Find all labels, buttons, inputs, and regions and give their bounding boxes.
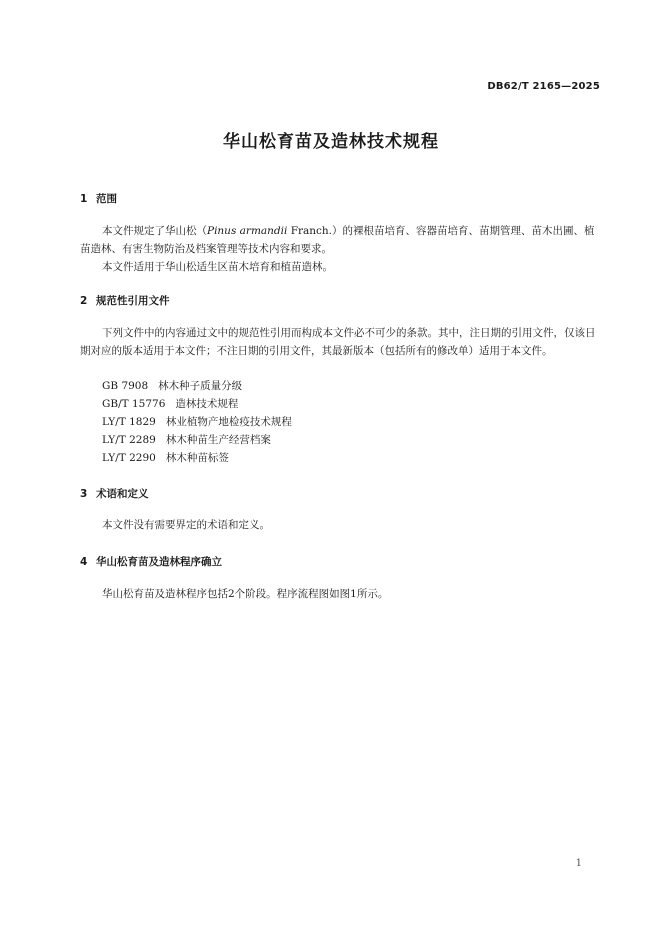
- document-title: 华山松育苗及造林技术规程: [223, 132, 439, 152]
- scope-paragraph-1: [80, 222, 602, 258]
- section-heading-normative-references: [80, 293, 170, 308]
- text-run: 本文件规定了华山松（: [102, 225, 207, 237]
- section-number: 4: [80, 556, 88, 568]
- page-number: 1: [575, 858, 582, 869]
- text-run: Franch.）的裸根苗培育、容器苗培育、苗期管理、苗木出圃、植苗造林、有害生物防治及档案管理等技术内容和要求。: [80, 225, 595, 255]
- reference-title: 林木种苗标签: [165, 452, 229, 464]
- reference-code: LY/T 2289: [102, 434, 156, 446]
- reference-item: [102, 378, 242, 393]
- section-title: 术语和定义: [96, 488, 149, 500]
- reference-title: 林业植物产地检疫技术规程: [165, 416, 292, 428]
- scope-paragraph-2: 本文件适用于华山松适生区苗木培育和植苗造林。: [102, 261, 333, 273]
- reference-title: 林木种子质量分级: [158, 380, 243, 392]
- reference-item: [102, 414, 292, 429]
- reference-code: GB/T 15776: [102, 398, 166, 410]
- section-title: 规范性引用文件: [96, 295, 170, 307]
- section-heading-terms-definitions: [80, 486, 149, 501]
- reference-code: LY/T 2290: [102, 452, 156, 464]
- section-number: 2: [80, 295, 88, 307]
- section-heading-scope: [80, 191, 117, 206]
- section-number: 3: [80, 488, 88, 500]
- reference-title: 林木种苗生产经营档案: [165, 434, 271, 446]
- references-intro-paragraph: 下列文件中的内容通过文中的规范性引用而构成本文件必不可少的条款。其中，注日期的引用文件，仅该日期对应的版本适用于本文件；不注日期的引用文件，其最新版本（包括所有的修改单）适用于本文件。: [80, 327, 596, 357]
- section-title: 华山松育苗及造林程序确立: [96, 556, 222, 568]
- section-title: 范围: [96, 193, 117, 205]
- document-code: DB62/T 2165—2025: [487, 81, 600, 92]
- terms-paragraph: 本文件没有需要界定的术语和定义。: [102, 519, 270, 531]
- section-heading-procedure: [80, 554, 222, 569]
- reference-item: [102, 396, 238, 411]
- procedure-paragraph: 华山松育苗及造林程序包括2个阶段。程序流程图如图1所示。: [102, 588, 389, 600]
- section-number: 1: [80, 193, 88, 205]
- reference-code: GB 7908: [102, 380, 149, 392]
- reference-item: [102, 450, 229, 465]
- reference-code: LY/T 1829: [102, 416, 156, 428]
- reference-title: 造林技术规程: [175, 398, 239, 410]
- reference-item: [102, 432, 271, 447]
- latin-species-name: Pinus armandii: [207, 225, 288, 237]
